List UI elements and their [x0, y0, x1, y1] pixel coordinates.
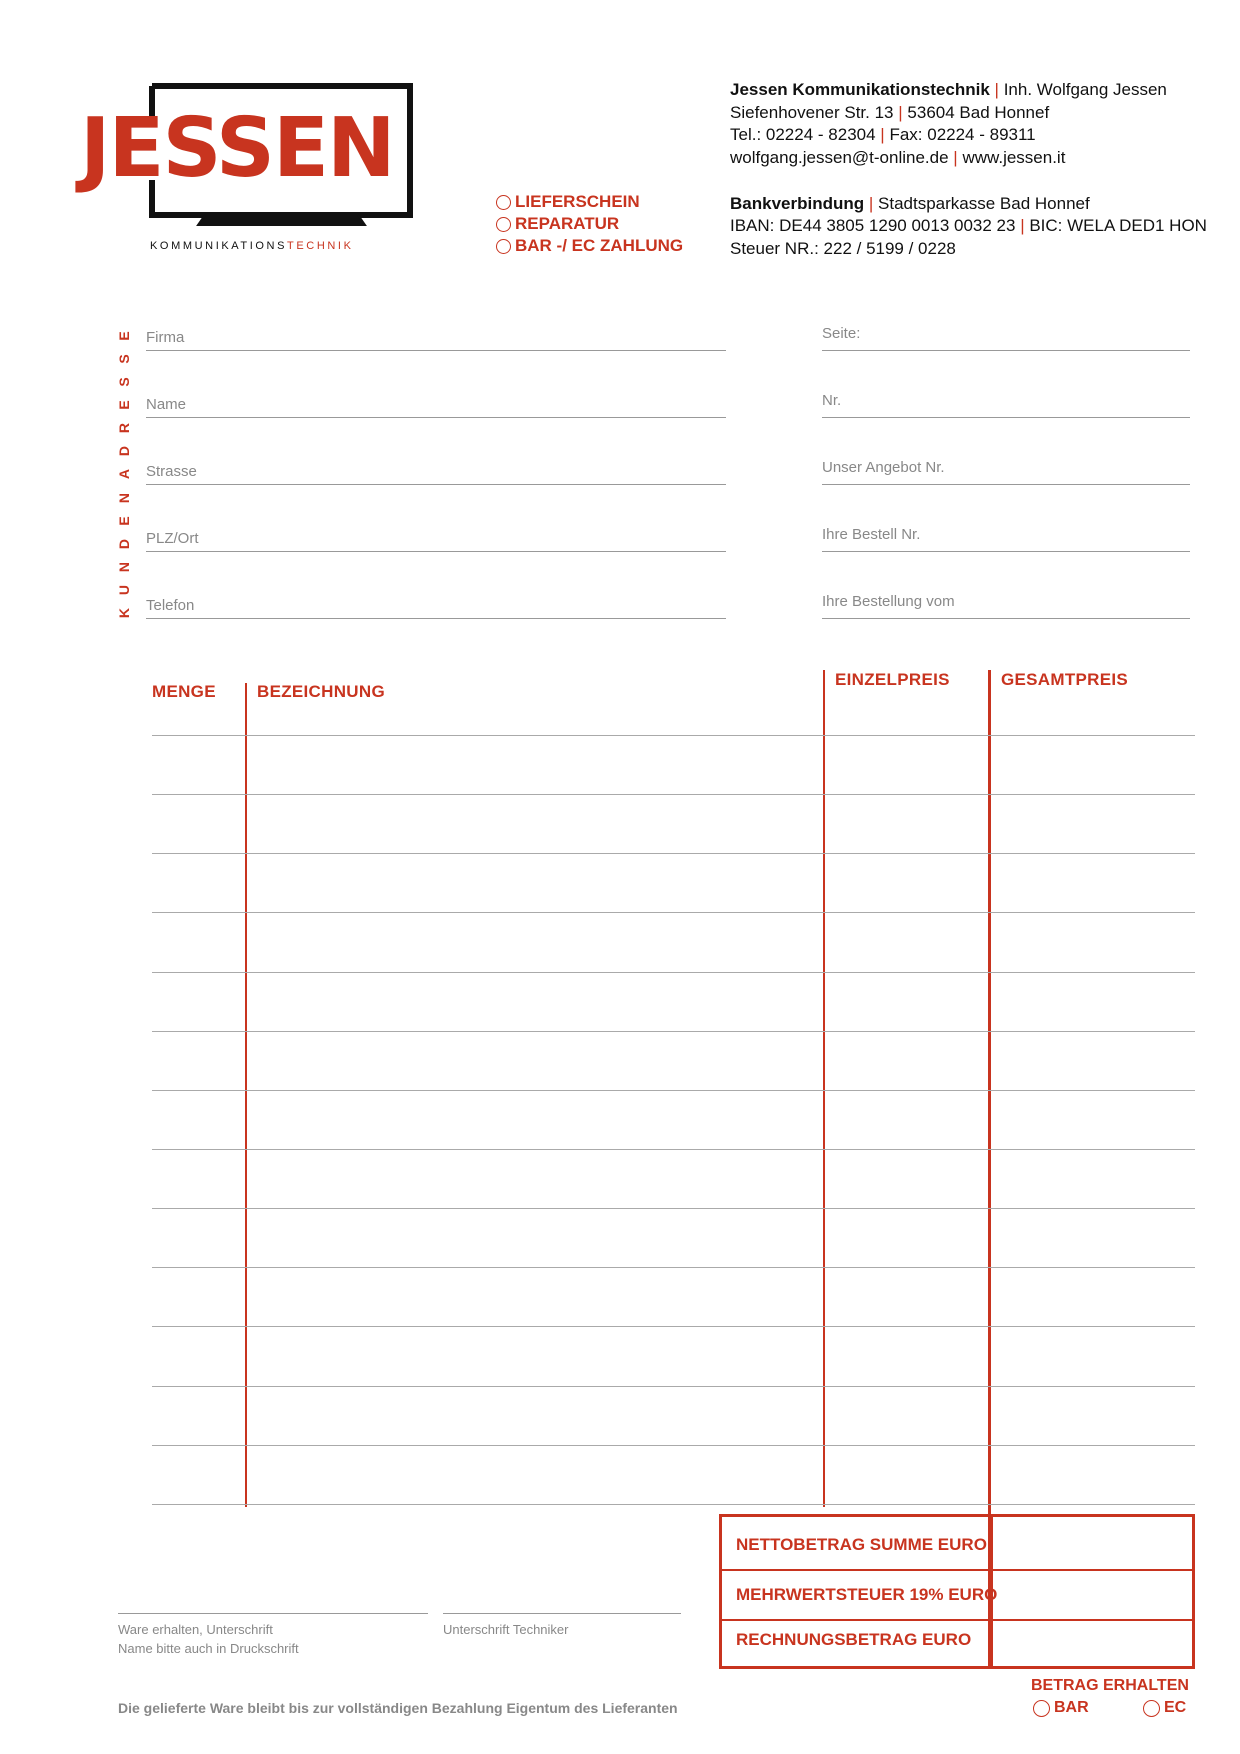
table-row[interactable] [152, 1445, 1195, 1446]
net-total-value-field[interactable] [996, 1522, 1186, 1566]
logo-wordmark: JESSEN [80, 101, 394, 196]
vertical-label-letter: D [116, 538, 132, 549]
vat-label: MEHRWERTSTEUER 19% EURO [736, 1585, 998, 1604]
bank-line-2: IBAN: DE44 3805 1290 0013 0032 23 | BIC: WELA DED1 HON [730, 216, 1207, 235]
field-strasse[interactable]: Strasse [146, 454, 726, 485]
column-divider [823, 670, 825, 1507]
field-ihre-bestell-nr[interactable]: Ihre Bestell Nr. [822, 521, 1190, 552]
radio-circle-icon[interactable] [1033, 1700, 1050, 1717]
field-seite[interactable]: Seite: [822, 320, 1190, 351]
table-row[interactable] [152, 1090, 1195, 1091]
invoice-total-value-field[interactable] [996, 1624, 1186, 1664]
field-firma[interactable]: Firma [146, 320, 726, 351]
field-name[interactable]: Name [146, 387, 726, 418]
table-row[interactable] [152, 853, 1195, 854]
technician-signature-line[interactable] [443, 1613, 681, 1614]
vertical-label-letter: U [116, 584, 132, 595]
table-row[interactable] [152, 735, 1195, 736]
table-row[interactable] [152, 794, 1195, 795]
field-unser-angebot-nr[interactable]: Unser Angebot Nr. [822, 454, 1190, 485]
field-telefon[interactable]: Telefon [146, 588, 726, 619]
totals-divider [722, 1619, 1192, 1621]
vertical-label-letter: N [116, 561, 132, 572]
vertical-label-letter: S [116, 377, 132, 387]
vertical-label-letter: A [116, 469, 132, 480]
bank-line-1: Bankverbindung | Stadtsparkasse Bad Honnef [730, 194, 1090, 213]
company-line-4: wolfgang.jessen@t-online.de | www.jessen.it [730, 148, 1066, 167]
totals-box [719, 1514, 1195, 1669]
table-row[interactable] [152, 1031, 1195, 1032]
table-row[interactable] [152, 1149, 1195, 1150]
payment-received-label: BETRAG ERHALTEN [1031, 1677, 1189, 1694]
company-line-2: Siefenhovener Str. 13 | 53604 Bad Honnef [730, 103, 1050, 122]
table-row[interactable] [152, 1208, 1195, 1209]
vertical-label-letter: R [116, 423, 132, 434]
logo-tagline: KOMMUNIKATIONSTECHNIK [150, 240, 354, 252]
col-header-gesamtpreis: GESAMTPREIS [1001, 670, 1129, 689]
company-line-1: Jessen Kommunikationstechnik | Inh. Wolfgang Jessen [730, 80, 1167, 99]
table-row[interactable] [152, 1267, 1195, 1268]
company-logo [80, 80, 480, 260]
radio-circle-icon[interactable] [496, 239, 511, 254]
table-row[interactable] [152, 1386, 1195, 1387]
vertical-label-letter: K [116, 607, 132, 618]
radio-circle-icon[interactable] [1143, 1700, 1160, 1717]
col-header-einzelpreis: EINZELPREIS [835, 670, 950, 689]
option-reparatur[interactable]: REPARATUR [496, 214, 619, 234]
table-row[interactable] [152, 1326, 1195, 1327]
radio-circle-icon[interactable] [496, 195, 511, 210]
technician-signature-label: Unterschrift Techniker [443, 1622, 569, 1637]
vertical-label-letter: D [116, 446, 132, 457]
customer-signature-label: Ware erhalten, Unterschrift [118, 1622, 273, 1637]
vat-value-field[interactable] [996, 1574, 1186, 1616]
vertical-label-letter: N [116, 492, 132, 503]
totals-divider [722, 1569, 1192, 1571]
col-header-menge: MENGE [152, 682, 216, 701]
table-row[interactable] [152, 912, 1195, 913]
col-header-bezeichnung: BEZEICHNUNG [257, 682, 385, 701]
vertical-label-letter: E [116, 400, 132, 410]
customer-address-vertical-label [112, 328, 136, 628]
table-row[interactable] [152, 1504, 1195, 1505]
customer-signature-sublabel: Name bitte auch in Druckschrift [118, 1641, 299, 1656]
ownership-notice: Die gelieferte Ware bleibt bis zur vollständigen Bezahlung Eigentum des Lieferanten [118, 1700, 678, 1716]
payment-option-bar[interactable]: BAR [1033, 1699, 1089, 1717]
vertical-label-letter: S [116, 354, 132, 364]
vertical-label-letter: E [116, 515, 132, 526]
field-plz-ort[interactable]: PLZ/Ort [146, 521, 726, 552]
field-nr[interactable]: Nr. [822, 387, 1190, 418]
option-lieferschein[interactable]: LIEFERSCHEIN [496, 192, 640, 212]
column-divider [245, 683, 247, 1507]
radio-circle-icon[interactable] [496, 217, 511, 232]
net-total-label: NETTOBETRAG SUMME EURO [736, 1535, 987, 1554]
customer-signature-line[interactable] [118, 1613, 428, 1614]
vertical-label-letter: E [116, 331, 132, 341]
tax-line: Steuer NR.: 222 / 5199 / 0228 [730, 239, 956, 258]
invoice-total-label: RECHNUNGSBETRAG EURO [736, 1630, 972, 1649]
option-bar-ec-zahlung[interactable]: BAR -/ EC ZAHLUNG [496, 236, 683, 256]
company-line-3: Tel.: 02224 - 82304 | Fax: 02224 - 89311 [730, 125, 1036, 144]
table-row[interactable] [152, 972, 1195, 973]
payment-option-ec[interactable]: EC [1143, 1699, 1186, 1717]
field-ihre-bestellung-vom[interactable]: Ihre Bestellung vom [822, 588, 1190, 619]
